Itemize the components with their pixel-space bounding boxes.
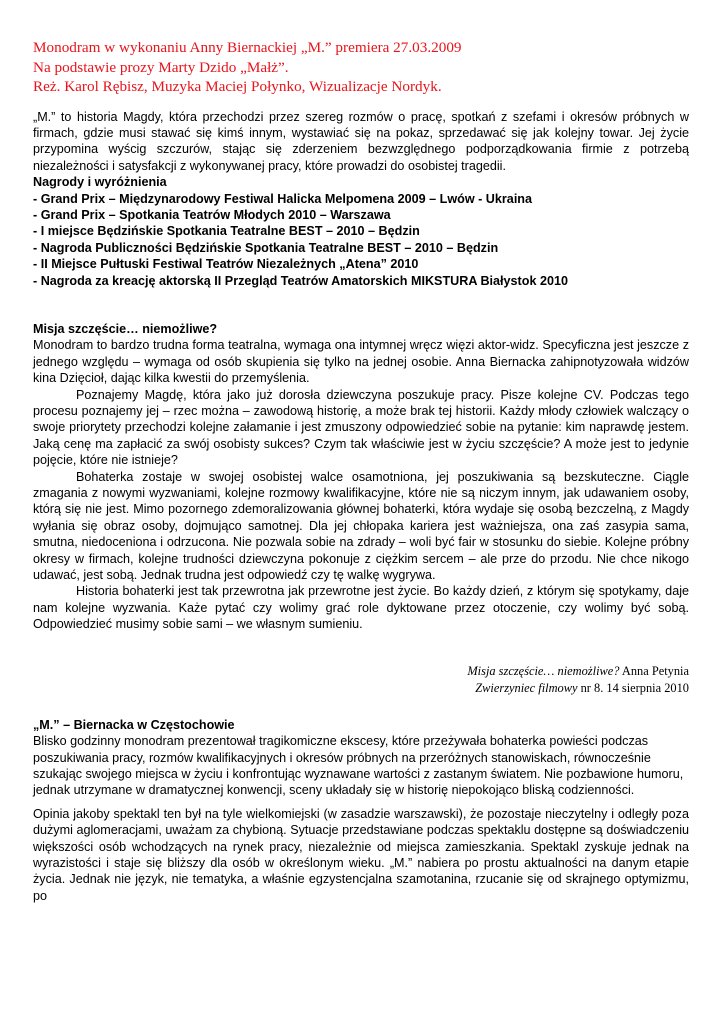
article-review — [33, 321, 689, 697]
source-issue: nr 8. 14 sierpnia 2010 — [577, 680, 689, 695]
source-publication — [33, 680, 689, 697]
award-item: - II Miejsce Pułtuski Festiwal Teatrów Niezależnych „Atena” 2010 — [33, 257, 419, 272]
awards-section — [33, 174, 689, 289]
document-body — [33, 109, 689, 905]
header-title-line: Monodram w wykonaniu Anny Biernackiej „M.” premiera 27.03.2009 — [33, 39, 462, 56]
article-source — [33, 663, 689, 697]
awards-heading: Nagrody i wyróżnienia — [33, 175, 167, 190]
article-paragraph: Historia bohaterki jest tak przewrotna jak przewrotne jest życie. Bo każdy dzień, z którym się spotykamy, daje nam kolejne wyzwania. Każe pytać czy wolimy grać role dyktowane przez otoczenie, czy wolimy być sobą. Odpowiedzieć musimy sobie sami – we własnym sumieniu. — [33, 584, 689, 632]
award-item: - Nagroda Publiczności Będzińskie Spotkania Teatralne BEST – 2010 – Będzin — [33, 240, 499, 255]
award-item: - Grand Prix – Międzynarodowy Festiwal Halicka Melpomena 2009 – Lwów - Ukraina — [33, 191, 533, 206]
source-author: Anna Petynia — [619, 663, 689, 678]
award-item: - Grand Prix – Spotkania Teatrów Młodych 2010 – Warszawa — [33, 207, 391, 222]
article-paragraph: Bohaterka zostaje w swojej osobistej walce osamotniona, jej poszukiwania są bezskuteczne. Ciągle zmagania z nowymi wyzwaniami, kolejne rozmowy kwalifikacyjne, które nie są niczym innym, jak udawaniem osoby, którą się nie jest. Mimo pozornego zdemoralizowania głównej bohaterki, która wydaje się osobą bezczelną, z Magdy wyłania się obraz osoby, dojmująco samotnej. Dla jej chłopaka kariera jest ważniejsza, ona zaś zasypia sama, smutna, niedoceniona i odrzucona. Nie pozwala sobie na zdrady – woli być fair w stosunku do siebie. Kolejne próbny okresy w firmach, kolejne trudności dziewczyna pokonuje z ciężkim sercem – ale prze do przodu. Nie chce nikogo udawać, jest sobą. Jednak trudna jest odpowiedź czy tę walkę wygrywa. — [33, 469, 689, 583]
article-paragraph: Poznajemy Magdę, która jako już dorosła dziewczyna poszukuje pracy. Pisze kolejne CV. Podczas tego procesu poznajemy jej – rzec można – zawodową historię, a może brak tej historii. Każdy młody człowiek walczący o swoje priorytety przechodzi kolejne załamanie i jest zmuszony odpowiedzieć sobie na pytanie: kim naprawdę jestem. Jaką cenę ma zapłacić za swój osobisty sukces? Czym tak właściwie jest w życiu szczęście? A może jest to jedynie pojęcie, które nie istnieje? — [33, 387, 689, 468]
article-title: Misja szczęście… niemożliwe? — [33, 321, 218, 336]
source-citation — [33, 663, 689, 680]
intro-paragraph: „M.” to historia Magdy, która przechodzi przez szereg rozmów o pracę, spotkań z szefami i okresów próbnych w firmach, gdzie musi stawać się kimś innym, wystawiać się na pokaz, sprzedawać się jak kolejny towar. Jej życie przypomina wyścig szczurów, stając się zderzeniem bezwzględnego podporządkowania firmie z potrzebą niezależności i satysfakcji z wykonywanej pracy, które prowadzi do osobistej tragedii. — [33, 109, 689, 173]
production-header — [33, 38, 689, 97]
article-title: „M.” – Biernacka w Częstochowie — [33, 717, 235, 732]
source-title: Misja szczęście… niemożliwe? — [467, 663, 620, 678]
award-item: - Nagroda za kreację aktorską II Przegląd Teatrów Amatorskich MIKSTURA Białystok 2010 — [33, 273, 568, 288]
document-page — [33, 38, 689, 904]
article-paragraph: Monodram to bardzo trudna forma teatralna, wymaga ona intymnej wręcz więzi aktor-widz. Specyficzna jest jeszcze z jednego względu – wymaga od osób skupienia się tylko na jednej osobie. Anna Biernacka zahipnotyzowała widzów kina Dzięcioł, dając kilka kwestii do przemyślenia. — [33, 338, 689, 386]
article-paragraph: Opinia jakoby spektakl ten był na tyle wielkomiejski (w zasadzie warszawski), że pozostaje nieczytelny i odległy poza dużymi aglomeracjami, uważam za chybioną. Sytuacje przedstawiane podczas spektaklu dostępne są doświadczeniu większości osób wchodzących na rynek pracy, niezależnie od miejsca zamieszkania. Spektakl zyskuje jednak na wyrazistości i staje się bliższy dla osób w określonym wieku. „M.” nabiera po prostu aktualności na danym etapie życia. Jednak nie język, nie tematyka, a właśnie egzystencjalna szamotanina, rzucanie się od skrajnego optymizmu, po — [33, 806, 689, 903]
article-paragraph: Blisko godzinny monodram prezentował tragikomiczne ekscesy, które przeżywała bohaterka powieści podczas poszukiwania pracy, rozmów kwalifikacyjnych i okresów próbnych na przeróżnych stanowiskach, równocześnie szukając swojego miejsca w życiu i konfrontując wyznawane wartości z zastanym światem. Nie pozbawione humoru, jednak utrzymane w dramatycznej konwencji, sceny układały się w historię niepokojąco bliską codzienności. — [33, 734, 684, 798]
header-source-line: Na podstawie prozy Marty Dzido „Małż”. — [33, 58, 289, 76]
header-credits-line: Reż. Karol Rębisz, Muzyka Maciej Połynko, Wizualizacje Nordyk. — [33, 78, 442, 95]
source-journal: Zwierzyniec filmowy — [475, 680, 578, 695]
article-czestochowa — [33, 717, 689, 904]
award-item: - I miejsce Będzińskie Spotkania Teatralne BEST – 2010 – Będzin — [33, 224, 420, 239]
